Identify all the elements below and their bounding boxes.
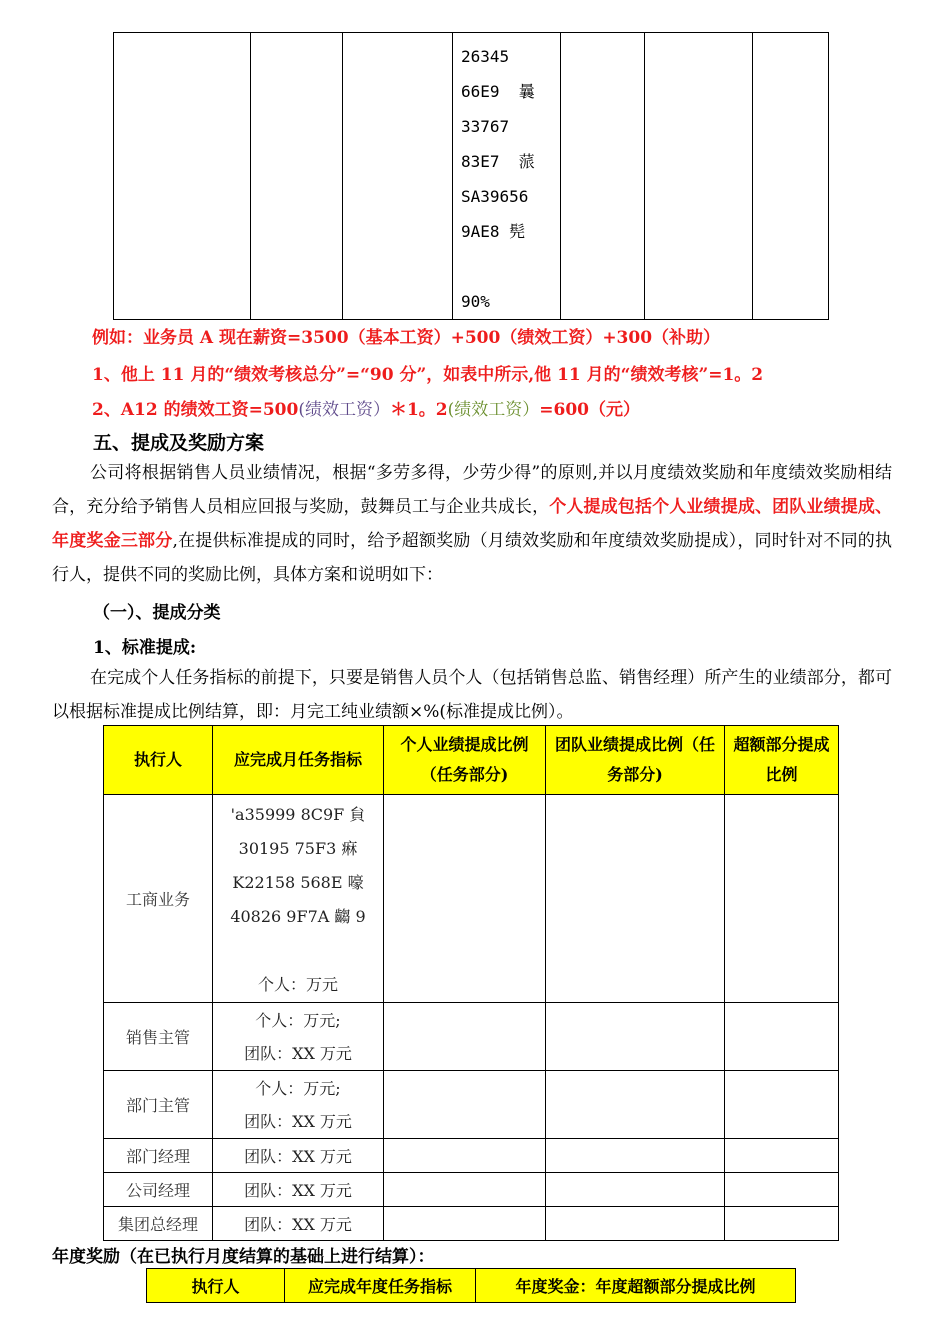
header-cell: 执行人 <box>147 1269 285 1303</box>
header-cell: 应完成年度任务指标 <box>285 1269 476 1303</box>
table-cell <box>384 1207 546 1241</box>
table-row <box>104 1207 839 1241</box>
target-cell <box>213 1003 384 1071</box>
table-cell <box>725 1003 839 1071</box>
header-cell: 执行人 <box>104 726 213 795</box>
annual-bonus-table <box>146 1268 796 1303</box>
table-header-row <box>147 1269 796 1303</box>
target-line: 团队：XX 万元 <box>244 1111 352 1131</box>
table-cell <box>546 1139 725 1173</box>
paragraph-text: ,在提供标准提成的同时，给予超额奖励（月绩效奖励和年度绩效奖励提成），同时针对不同的执行人，提供不同的奖励比例，具体方案和说明如下： <box>52 531 893 585</box>
annual-title: 年度奖励（在已执行月度结算的基础上进行结算）： <box>52 1247 435 1267</box>
header-cell: 超额部分提成比例 <box>725 726 839 795</box>
target-line: 个人：万元; <box>255 1078 341 1098</box>
code-line: 26345 <box>461 47 510 66</box>
role-cell: 集团总经理 <box>104 1207 213 1241</box>
example-text: ＊1。2 <box>389 400 448 420</box>
target-cell <box>213 795 384 1003</box>
table-cell <box>546 1173 725 1207</box>
header-cell: 团队业绩提成比例（任务部分) <box>546 726 725 795</box>
example-line-3 <box>92 395 640 420</box>
target-line <box>213 934 383 968</box>
example-line-1: 例如：业务员 A 现在薪资=3500（基本工资）+500（绩效工资）+300（补助） <box>92 328 721 348</box>
header-cell: 个人业绩提成比例（任务部分) <box>384 726 546 795</box>
code-line: 9AE8 髡 <box>461 222 526 241</box>
example-text: 2、A12 的绩效工资=500 <box>92 400 299 420</box>
table-cell <box>753 33 829 320</box>
target-line: 团队：XX 万元 <box>244 1043 352 1063</box>
role-cell: 部门经理 <box>104 1139 213 1173</box>
code-line <box>461 249 560 284</box>
code-line: SA39656 <box>461 187 529 206</box>
standard-commission-table <box>103 725 839 1241</box>
target-cell <box>213 1071 384 1139</box>
table-row <box>104 1173 839 1207</box>
header-cell: 应完成月任务指标 <box>213 726 384 795</box>
table-header-row <box>104 726 839 795</box>
example-text: =600（元） <box>539 400 641 420</box>
standard-paragraph: 在完成个人任务指标的前提下，只要是销售人员个人（包括销售总监、销售经理）所产生的业绩部分，都可以根据标准提成比例结算，即：月完工纯业绩额×%(标准提成比例）。 <box>52 668 892 722</box>
table-row <box>104 1071 839 1139</box>
target-cell: 团队：XX 万元 <box>213 1139 384 1173</box>
table-cell <box>725 1173 839 1207</box>
table-cell <box>546 1071 725 1139</box>
table-cell <box>561 33 645 320</box>
example-text: (绩效工资） <box>298 400 390 420</box>
target-line: K22158 568E 嚎 <box>232 873 364 892</box>
table-cell <box>546 1003 725 1071</box>
table-cell <box>384 1173 546 1207</box>
code-line: 90% <box>461 292 490 311</box>
table-cell <box>384 1139 546 1173</box>
example-line-2: 1、他上 11 月的“绩效考核总分”=“90 分”，如表中所示,他 11 月的“绩效考核”=1。2 <box>92 365 764 385</box>
table-cell <box>725 1071 839 1139</box>
table-cell <box>343 33 453 320</box>
target-line: 'a35999 8C9F 貟 <box>230 805 366 824</box>
table-cell <box>384 795 546 1003</box>
table-cell <box>251 33 343 320</box>
target-line: 个人：万元; <box>255 1010 341 1030</box>
section-paragraph <box>52 456 892 592</box>
subsection-title: （一）、提成分类 <box>93 603 221 623</box>
example-text: (绩效工资） <box>447 400 540 420</box>
subsection-title: 1、标准提成: <box>93 638 197 658</box>
paragraph-highlight: 个人提成包括个人业绩提成、团队业绩提成、年度奖金三部分 <box>52 497 893 551</box>
header-cell: 年度奖金：年度超额部分提成比例 <box>476 1269 796 1303</box>
role-cell: 公司经理 <box>104 1173 213 1207</box>
paragraph-text: 公司将根据销售人员业绩情况，根据“多劳多得，少劳少得”的原则,并以月度绩效奖励和年度绩效奖励相结合，充分给予销售人员相应回报与奖励，鼓舞员工与企业共成长， <box>52 463 892 517</box>
table-cell <box>384 1071 546 1139</box>
performance-table-continued <box>113 32 829 320</box>
table-row <box>104 1139 839 1173</box>
target-line: 40826 9F7A 齺 9 <box>230 907 366 926</box>
table-cell <box>546 795 725 1003</box>
target-cell: 团队：XX 万元 <box>213 1173 384 1207</box>
code-line: 66E9 曩 <box>461 82 535 101</box>
target-line: 30195 75F3 痳 <box>238 839 358 858</box>
table-cell <box>546 1207 725 1241</box>
table-cell <box>725 1207 839 1241</box>
table-cell <box>725 795 839 1003</box>
code-cell <box>453 33 561 320</box>
role-cell: 部门主管 <box>104 1071 213 1139</box>
table-cell <box>645 33 753 320</box>
code-line: 83E7 蒎 <box>461 152 535 171</box>
table-row <box>104 795 839 1003</box>
table-cell <box>384 1003 546 1071</box>
table-cell <box>725 1139 839 1173</box>
code-line: 33767 <box>461 117 510 136</box>
role-cell: 工商业务 <box>104 795 213 1003</box>
table-row <box>104 1003 839 1071</box>
table-cell <box>114 33 251 320</box>
target-cell: 团队：XX 万元 <box>213 1207 384 1241</box>
target-line: 个人：万元 <box>257 975 338 994</box>
section-title: 五、提成及奖励方案 <box>93 432 265 454</box>
role-cell: 销售主管 <box>104 1003 213 1071</box>
